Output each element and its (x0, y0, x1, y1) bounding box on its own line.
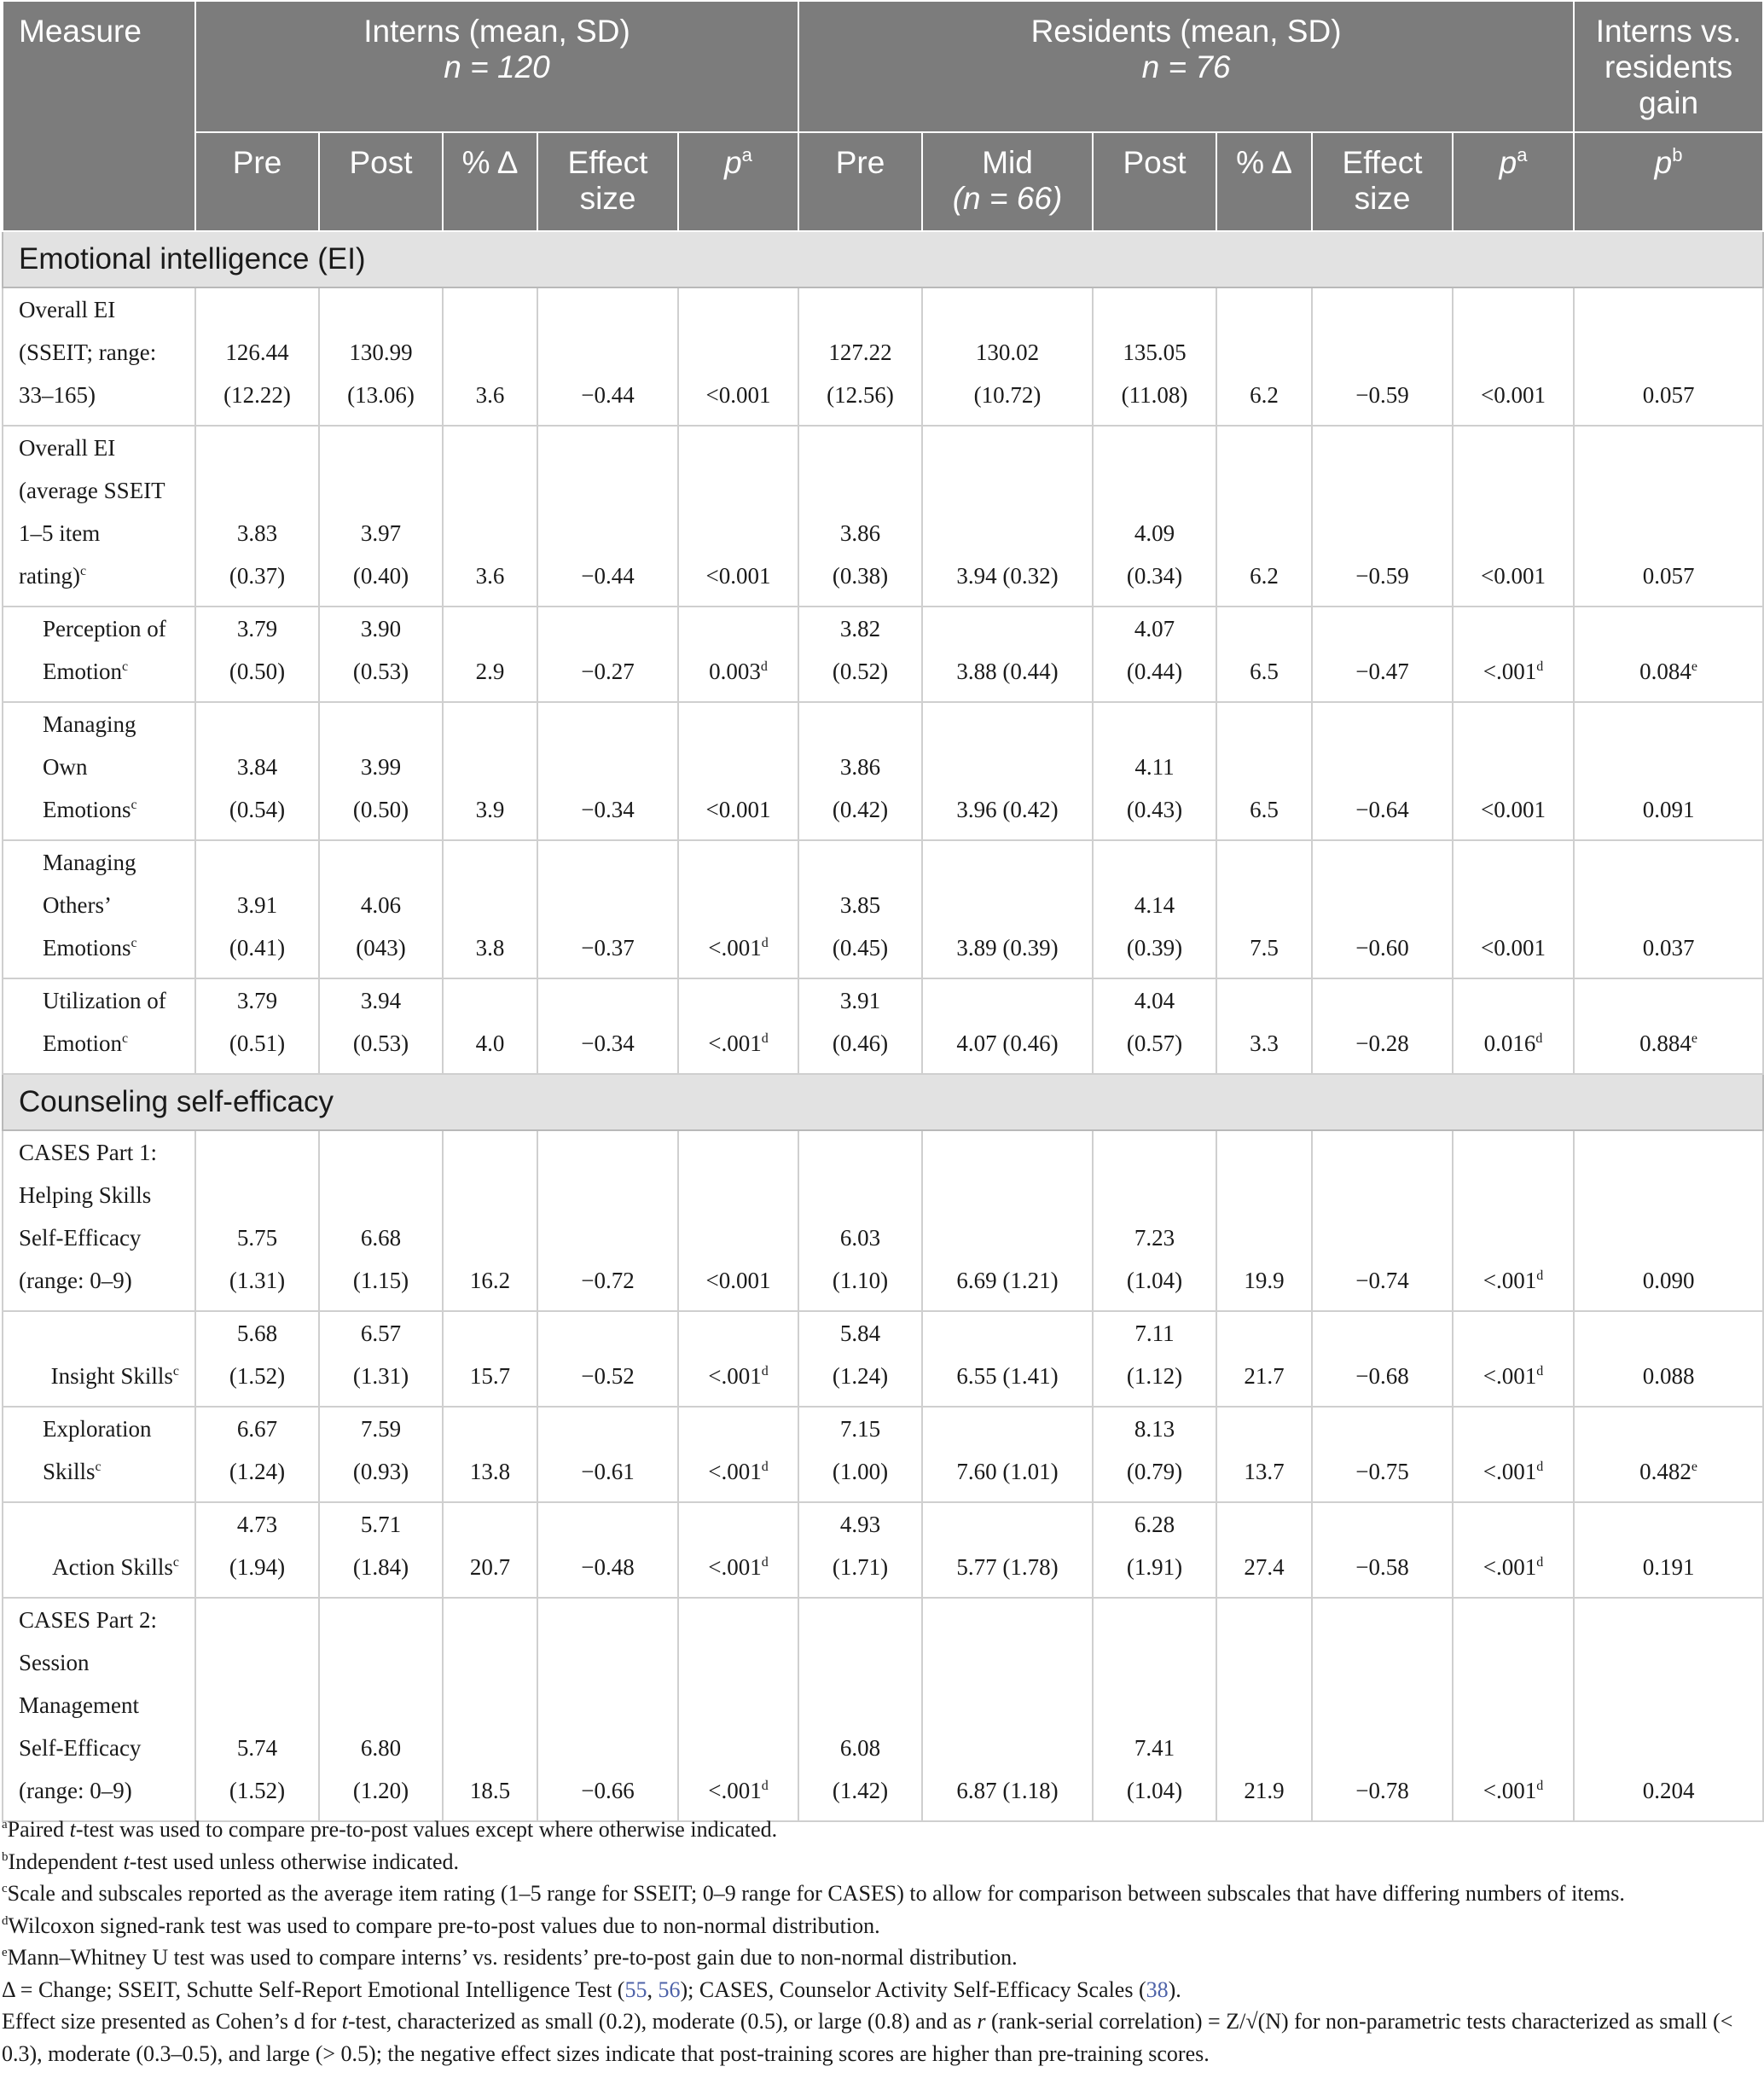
value-line: (043) (356, 935, 406, 961)
residents-p-value: <0.001 (1453, 426, 1574, 607)
interns-p-value: <0.001 (678, 426, 798, 607)
value-line: 3.89 (0.39) (956, 935, 1059, 961)
value-line: 4.73 (236, 1512, 278, 1537)
value-line: (1.10) (832, 1268, 889, 1293)
measure-label: Managing Own Emotions$^c$ (3, 702, 195, 840)
col-header-residents-p: $p^a$ (1453, 132, 1574, 231)
value-line: 3.79 (236, 616, 278, 641)
interns-post-value (319, 840, 443, 978)
interns-pre-value (195, 287, 319, 426)
value-line: (1.71) (832, 1554, 889, 1580)
interns-post-value (319, 426, 443, 607)
residents-pct-change: 13.7 (1216, 1407, 1312, 1502)
value-line: (0.52) (832, 659, 889, 684)
value-line: (1.31) (352, 1363, 409, 1389)
footnote-e: $^e$Mann–Whitney U test was used to compare interns’ vs. residents’ pre-to-post gain due to non-normal distribution. (2, 1945, 1018, 1970)
interns-effect-size: −0.44 (537, 426, 678, 607)
value-line: (1.04) (1126, 1778, 1183, 1803)
measure-label: Overall EI (average SSEIT 1–5 item rating)$^c$ (3, 426, 195, 607)
value-line: (12.22) (223, 382, 291, 408)
interns-pct-change: 3.8 (443, 840, 537, 978)
header-row-groups (3, 2, 1763, 132)
table-row (3, 840, 1763, 978)
value-line: 130.99 (349, 340, 413, 365)
value-line: 6.03 (839, 1225, 881, 1251)
table-row (3, 702, 1763, 840)
interns-post-value (319, 1598, 443, 1821)
value-line: (0.39) (1126, 935, 1183, 961)
value-line: (1.24) (229, 1459, 286, 1484)
value-line: (0.43) (1126, 797, 1183, 822)
residents-pct-change: 21.7 (1216, 1311, 1312, 1407)
value-line: 3.94 (360, 988, 402, 1013)
value-line: 4.14 (1134, 892, 1175, 918)
gain-p-value: 0.088 (1574, 1311, 1763, 1407)
value-line: (0.53) (352, 659, 409, 684)
residents-mid-value (922, 978, 1093, 1074)
interns-pre-value (195, 1407, 319, 1502)
value-line: (0.40) (352, 563, 409, 589)
table-row (3, 1130, 1763, 1311)
residents-pct-change: 3.3 (1216, 978, 1312, 1074)
col-group-gain: Interns vs. residents gain (1574, 2, 1763, 132)
residents-post-value (1093, 1502, 1216, 1598)
value-line: 7.23 (1134, 1225, 1175, 1251)
interns-p-value: <.001$^d$ (678, 1407, 798, 1502)
col-header-residents-pct: % Δ (1216, 132, 1312, 231)
section-title-cse: Counseling self-efficacy (3, 1074, 1763, 1130)
value-line: (0.93) (352, 1459, 409, 1484)
residents-p-value: <.001$^d$ (1453, 1598, 1574, 1821)
interns-pct-change: 2.9 (443, 607, 537, 702)
residents-p-value: <.001$^d$ (1453, 1311, 1574, 1407)
citation-link-55[interactable]: 55 (624, 1976, 647, 2002)
value-line: (1.52) (229, 1778, 286, 1803)
residents-pre-value (798, 1407, 922, 1502)
col-header-residents-pre: Pre (798, 132, 922, 231)
value-line: 3.85 (839, 892, 881, 918)
interns-p-value: 0.003$^d$ (678, 607, 798, 702)
value-line: 3.79 (236, 988, 278, 1013)
interns-pct-change: 3.6 (443, 287, 537, 426)
interns-p-value: <.001$^d$ (678, 1502, 798, 1598)
residents-post-value (1093, 426, 1216, 607)
col-header-gain-p: $p^b$ (1574, 132, 1763, 231)
interns-p-value: <.001$^d$ (678, 1311, 798, 1407)
residents-pre-value (798, 1130, 922, 1311)
footnote-a: $^a$Paired t-test was used to compare pre-to-post values except where otherwise indicated. (2, 1817, 778, 1842)
value-line: (0.45) (832, 935, 889, 961)
residents-post-value (1093, 840, 1216, 978)
value-line: (1.52) (229, 1363, 286, 1389)
interns-effect-size: −0.66 (537, 1598, 678, 1821)
interns-effect-size: −0.34 (537, 978, 678, 1074)
value-line: 3.91 (236, 892, 278, 918)
residents-effect-size: −0.58 (1312, 1502, 1453, 1598)
value-line: (1.24) (832, 1363, 889, 1389)
footnote-b: $^b$Independent t-test used unless otherwise indicated. (2, 1849, 460, 1874)
value-line: (0.41) (229, 935, 286, 961)
interns-post-value (319, 607, 443, 702)
value-line: 4.93 (839, 1512, 881, 1537)
interns-pct-change: 13.8 (443, 1407, 537, 1502)
measure-label: Utilization of Emotion$^c$ (3, 978, 195, 1074)
interns-effect-size: −0.44 (537, 287, 678, 426)
value-line: 3.99 (360, 754, 402, 780)
table-row (3, 1502, 1763, 1598)
value-line: 6.69 (1.21) (956, 1268, 1059, 1293)
interns-pct-change: 3.9 (443, 702, 537, 840)
col-header-interns-p: $p^a$ (678, 132, 798, 231)
interns-pre-value (195, 978, 319, 1074)
interns-pct-change: 18.5 (443, 1598, 537, 1821)
value-line: 6.55 (1.41) (956, 1363, 1059, 1389)
col-group-residents: Residents (mean, SD) n = 76 (798, 2, 1574, 132)
interns-pre-value (195, 1502, 319, 1598)
table-row (3, 1407, 1763, 1502)
ei-section (3, 231, 1763, 1074)
interns-pct-change: 16.2 (443, 1130, 537, 1311)
value-line: (0.34) (1126, 563, 1183, 589)
gain-p-value: 0.037 (1574, 840, 1763, 978)
interns-effect-size: −0.27 (537, 607, 678, 702)
table-row (3, 607, 1763, 702)
value-line: 3.97 (360, 520, 402, 546)
gain-p-value: 0.091 (1574, 702, 1763, 840)
value-line: 4.07 (1134, 616, 1175, 641)
residents-effect-size: −0.59 (1312, 426, 1453, 607)
residents-mid-value (922, 607, 1093, 702)
residents-effect-size: −0.47 (1312, 607, 1453, 702)
interns-effect-size: −0.52 (537, 1311, 678, 1407)
residents-p-value: <.001$^d$ (1453, 1130, 1574, 1311)
residents-mid-value (922, 1311, 1093, 1407)
residents-pre-value (798, 978, 922, 1074)
value-line: (13.06) (347, 382, 415, 408)
value-line: 5.84 (839, 1321, 881, 1346)
col-header-interns-effect: Effect size (537, 132, 678, 231)
gain-p-value: 0.204 (1574, 1598, 1763, 1821)
value-line: (0.46) (832, 1030, 889, 1056)
value-line: 4.06 (360, 892, 402, 918)
interns-post-value (319, 978, 443, 1074)
interns-pct-change: 20.7 (443, 1502, 537, 1598)
col-header-interns-post: Post (319, 132, 443, 231)
value-line: 3.83 (236, 520, 278, 546)
value-line: (1.42) (832, 1778, 889, 1803)
table-row (3, 1311, 1763, 1407)
value-line: (1.12) (1126, 1363, 1183, 1389)
table-row (3, 978, 1763, 1074)
interns-p-value: <0.001 (678, 287, 798, 426)
residents-pre-value (798, 840, 922, 978)
col-group-interns: Interns (mean, SD) n = 120 (195, 2, 798, 132)
gain-p-value: 0.482e (1574, 1407, 1763, 1502)
value-line: 3.91 (839, 988, 881, 1013)
interns-pct-change: 15.7 (443, 1311, 537, 1407)
interns-post-value (319, 287, 443, 426)
table-row (3, 426, 1763, 607)
value-line: (1.94) (229, 1554, 286, 1580)
value-line: 3.86 (839, 754, 881, 780)
col-header-residents-mid: Mid (n = 66) (922, 132, 1093, 231)
residents-pct-change: 21.9 (1216, 1598, 1312, 1821)
value-line: (0.37) (229, 563, 286, 589)
value-line: 3.96 (0.42) (956, 797, 1059, 822)
interns-effect-size: −0.72 (537, 1130, 678, 1311)
gain-p-value: 0.084e (1574, 607, 1763, 702)
value-line: 6.80 (360, 1735, 402, 1761)
value-line: 5.74 (236, 1735, 278, 1761)
interns-pre-value (195, 840, 319, 978)
residents-pre-value (798, 1311, 922, 1407)
residents-post-value (1093, 1598, 1216, 1821)
gain-p-value: 0.057 (1574, 426, 1763, 607)
value-line: 6.67 (236, 1416, 278, 1442)
citation-link-56[interactable]: 56 (658, 1976, 681, 2002)
interns-pre-value (195, 1130, 319, 1311)
value-line: (1.31) (229, 1268, 286, 1293)
value-line: 3.90 (360, 616, 402, 641)
value-line: 135.05 (1123, 340, 1187, 365)
value-line: 7.59 (360, 1416, 402, 1442)
value-line: (1.20) (352, 1778, 409, 1803)
residents-p-value: <0.001 (1453, 287, 1574, 426)
residents-post-value (1093, 702, 1216, 840)
value-line: (1.04) (1126, 1268, 1183, 1293)
residents-p-value: 0.016$^d$ (1453, 978, 1574, 1074)
residents-post-value (1093, 1407, 1216, 1502)
value-line: (0.50) (229, 659, 286, 684)
value-line: (0.54) (229, 797, 286, 822)
residents-effect-size: −0.78 (1312, 1598, 1453, 1821)
residents-pct-change: 6.2 (1216, 426, 1312, 607)
value-line: 3.88 (0.44) (956, 659, 1059, 684)
interns-p-value: <.001$^d$ (678, 1598, 798, 1821)
residents-p-value: <0.001 (1453, 702, 1574, 840)
residents-pre-value (798, 1502, 922, 1598)
value-line: 7.60 (1.01) (956, 1459, 1059, 1484)
interns-pre-value (195, 607, 319, 702)
residents-post-value (1093, 1130, 1216, 1311)
interns-p-value: <.001$^d$ (678, 840, 798, 978)
section-title-ei: Emotional intelligence (EI) (3, 231, 1763, 287)
gain-p-value: 0.090 (1574, 1130, 1763, 1311)
col-header-interns-pre: Pre (195, 132, 319, 231)
value-line: 4.11 (1134, 754, 1175, 780)
value-line: 3.84 (236, 754, 278, 780)
residents-mid-value (922, 1502, 1093, 1598)
table-row (3, 287, 1763, 426)
interns-effect-size: −0.34 (537, 702, 678, 840)
value-line: 6.87 (1.18) (956, 1778, 1059, 1803)
results-table (2, 2, 1764, 1822)
table-row (3, 1598, 1763, 1821)
residents-mid-value (922, 1407, 1093, 1502)
table-footnotes (2, 1814, 1759, 2069)
residents-effect-size: −0.59 (1312, 287, 1453, 426)
value-line: 3.86 (839, 520, 881, 546)
interns-p-value: <0.001 (678, 702, 798, 840)
residents-pre-value (798, 702, 922, 840)
footnote-d: $^d$Wilcoxon signed-rank test was used to compare pre-to-post values due to non-normal distribution. (2, 1913, 880, 1938)
gain-p-value: 0.191 (1574, 1502, 1763, 1598)
measure-label: Perception of Emotion$^c$ (3, 607, 195, 702)
residents-effect-size: −0.74 (1312, 1130, 1453, 1311)
value-line: (0.50) (352, 797, 409, 822)
residents-mid-value (922, 287, 1093, 426)
value-line: (0.44) (1126, 659, 1183, 684)
value-line: 7.15 (839, 1416, 881, 1442)
value-line: 126.44 (225, 340, 289, 365)
residents-p-value: <0.001 (1453, 840, 1574, 978)
footnote-c: $^c$Scale and subscales reported as the average item rating (1–5 range for SSEIT; 0–9 range for CASES) to allow for comparison between subscales that have differing numbers of items. (2, 1881, 1625, 1906)
value-line: (1.84) (352, 1554, 409, 1580)
residents-effect-size: −0.64 (1312, 702, 1453, 840)
value-line: 3.82 (839, 616, 881, 641)
value-line: (0.79) (1126, 1459, 1183, 1484)
measure-label: Managing Others’ Emotions$^c$ (3, 840, 195, 978)
cse-section (3, 1074, 1763, 1821)
interns-pre-value (195, 1598, 319, 1821)
measure-label: Overall EI (SSEIT; range: 33–165) (3, 287, 195, 426)
residents-pct-change: 27.4 (1216, 1502, 1312, 1598)
residents-effect-size: −0.68 (1312, 1311, 1453, 1407)
footnote-abbreviations: Δ = Change; SSEIT, Schutte Self-Report Emotional Intelligence Test (55, 56); CASES, Counselor Activity Self-Efficacy Scales (38). (2, 1976, 1181, 2002)
interns-effect-size: −0.61 (537, 1407, 678, 1502)
residents-effect-size: −0.28 (1312, 978, 1453, 1074)
value-line: 5.75 (236, 1225, 278, 1251)
residents-mid-value (922, 426, 1093, 607)
measure-label: Exploration Skills$^c$ (3, 1407, 195, 1502)
residents-pre-value (798, 426, 922, 607)
value-line: (1.00) (832, 1459, 889, 1484)
value-line: 130.02 (975, 340, 1040, 365)
col-header-residents-post: Post (1093, 132, 1216, 231)
interns-p-value: <0.001 (678, 1130, 798, 1311)
interns-pct-change: 3.6 (443, 426, 537, 607)
interns-effect-size: −0.48 (537, 1502, 678, 1598)
footnote-effect-size: Effect size presented as Cohen’s d for t-test, characterized as small (0.2), moderate (0.5), or large (0.8) and as r (rank-serial correlation) = Z/√(N) for non-parametric tests characterized as small (< 0.3), moderate (0.3–0.5), and large (> 0.5); the negative effect sizes indicate that post-training scores are higher than pre-training scores. (2, 2009, 1733, 2066)
value-line: 4.07 (0.46) (956, 1030, 1059, 1056)
value-line: 8.13 (1134, 1416, 1175, 1442)
residents-pct-change: 6.5 (1216, 607, 1312, 702)
value-line: (0.38) (832, 563, 889, 589)
header-row-columns (3, 132, 1763, 231)
value-line: (1.91) (1126, 1554, 1183, 1580)
value-line: 3.94 (0.32) (956, 563, 1059, 589)
residents-p-value: <.001$^d$ (1453, 1407, 1574, 1502)
residents-mid-value (922, 1130, 1093, 1311)
residents-post-value (1093, 1311, 1216, 1407)
value-line: (11.08) (1121, 382, 1188, 408)
citation-link-38[interactable]: 38 (1146, 1976, 1169, 2002)
residents-pre-value (798, 607, 922, 702)
value-line: (0.57) (1126, 1030, 1183, 1056)
interns-pre-value (195, 1311, 319, 1407)
residents-pre-value (798, 287, 922, 426)
interns-post-value (319, 702, 443, 840)
value-line: (0.51) (229, 1030, 286, 1056)
section-row-ei (3, 231, 1763, 287)
interns-pre-value (195, 426, 319, 607)
value-line: 127.22 (828, 340, 892, 365)
residents-pct-change: 19.9 (1216, 1130, 1312, 1311)
value-line: 5.71 (360, 1512, 402, 1537)
section-row-cse (3, 1074, 1763, 1130)
residents-mid-value (922, 702, 1093, 840)
interns-post-value (319, 1130, 443, 1311)
interns-pre-value (195, 702, 319, 840)
value-line: 4.04 (1134, 988, 1175, 1013)
measure-label: Insight Skills$^c$ (3, 1311, 195, 1407)
interns-post-value (319, 1502, 443, 1598)
col-header-residents-effect: Effect size (1312, 132, 1453, 231)
residents-mid-value (922, 1598, 1093, 1821)
residents-pre-value (798, 1598, 922, 1821)
residents-p-value: <.001$^d$ (1453, 607, 1574, 702)
measure-label: CASES Part 1: Helping Skills Self-Efficacy (range: 0–9) (3, 1130, 195, 1311)
residents-effect-size: −0.75 (1312, 1407, 1453, 1502)
col-header-interns-pct: % Δ (443, 132, 537, 231)
interns-pct-change: 4.0 (443, 978, 537, 1074)
value-line: (12.56) (827, 382, 894, 408)
gain-p-value: 0.057 (1574, 287, 1763, 426)
value-line: 6.08 (839, 1735, 881, 1761)
residents-effect-size: −0.60 (1312, 840, 1453, 978)
col-header-measure: Measure (3, 2, 195, 231)
value-line: 6.68 (360, 1225, 402, 1251)
residents-pct-change: 7.5 (1216, 840, 1312, 978)
value-line: 5.68 (236, 1321, 278, 1346)
interns-p-value: <.001$^d$ (678, 978, 798, 1074)
residents-post-value (1093, 978, 1216, 1074)
value-line: (0.42) (832, 797, 889, 822)
value-line: (10.72) (973, 382, 1042, 408)
value-line: 6.28 (1134, 1512, 1175, 1537)
measure-label: Action Skills$^c$ (3, 1502, 195, 1598)
measure-label: CASES Part 2: Session Management Self-Efficacy (range: 0–9) (3, 1598, 195, 1821)
interns-post-value (319, 1407, 443, 1502)
gain-p-value: 0.884e (1574, 978, 1763, 1074)
value-line: 6.57 (360, 1321, 402, 1346)
interns-effect-size: −0.37 (537, 840, 678, 978)
value-line: 7.11 (1134, 1321, 1175, 1346)
value-line: (1.15) (352, 1268, 409, 1293)
residents-pct-change: 6.5 (1216, 702, 1312, 840)
value-line: 5.77 (1.78) (956, 1554, 1059, 1580)
value-line: 4.09 (1134, 520, 1175, 546)
interns-post-value (319, 1311, 443, 1407)
residents-p-value: <.001$^d$ (1453, 1502, 1574, 1598)
value-line: (0.53) (352, 1030, 409, 1056)
value-line: 7.41 (1134, 1735, 1175, 1761)
residents-post-value (1093, 287, 1216, 426)
residents-post-value (1093, 607, 1216, 702)
residents-mid-value (922, 840, 1093, 978)
residents-pct-change: 6.2 (1216, 287, 1312, 426)
